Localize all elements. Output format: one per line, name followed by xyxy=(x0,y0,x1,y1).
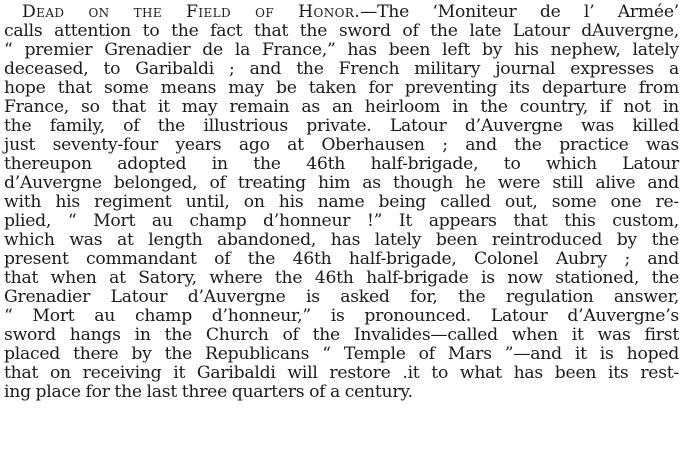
article-line-7: the family, of the illustrious private. Latour d’Auvergne was killed xyxy=(4,116,679,136)
article-line-1 xyxy=(4,3,679,22)
article-line-19: placed there by the Republicans “ Temple of Mars ”—and it is hoped xyxy=(4,344,679,364)
article-line-16: Grenadier Latour d’Auvergne is asked for, the regulation answer, xyxy=(4,287,679,307)
article-line-6: France, so that it may remain as an heirloom in the country, if not in xyxy=(4,97,679,117)
article-line-5: hope that some means may be taken for preventing its departure from xyxy=(4,78,679,98)
article-line-20: that on receiving it Garibaldi will restore .it to what has been its rest- xyxy=(4,363,679,383)
article-line-4: deceased, to Garibaldi ; and the French military journal expresses a xyxy=(4,59,679,79)
article-line-21: ing place for the last three quarters of a century. xyxy=(4,382,413,402)
article-heading: Dead on the Field of Honor. xyxy=(22,2,361,22)
article-line-9: thereupon adopted in the 46th half-brigade, to which Latour xyxy=(4,154,679,174)
article-line-15: that when at Satory, where the 46th half-brigade is now stationed, the xyxy=(4,268,679,288)
article-line-13: which was at length abandoned, has lately been reintroduced by the xyxy=(4,230,679,250)
article-line-8: just seventy-four years ago at Oberhausen ; and the practice was xyxy=(4,135,679,155)
article-line-11: with his regiment until, on his name being called out, some one re- xyxy=(4,192,679,212)
article-line-1-text: —The ‘Moniteur de l’ Armée’ xyxy=(360,2,679,22)
article-line-12: plied, “ Mort au champ d’honneur !” It appears that this custom, xyxy=(4,211,679,231)
article-line-2: calls attention to the fact that the sword of the late Latour dAuvergne, xyxy=(4,21,679,41)
article-line-18: sword hangs in the Church of the Invalides—called when it was first xyxy=(4,325,679,345)
article-line-3: “ premier Grenadier de la France,” has been left by his nephew, lately xyxy=(4,40,679,60)
article-line-17: “ Mort au champ d’honneur,” is pronounced. Latour d’Auvergne’s xyxy=(4,306,679,326)
article-line-14: present commandant of the 46th half-brigade, Colonel Aubry ; and xyxy=(4,249,679,269)
article-line-10: d’Auvergne belonged, of treating him as though he were still alive and xyxy=(4,173,679,193)
